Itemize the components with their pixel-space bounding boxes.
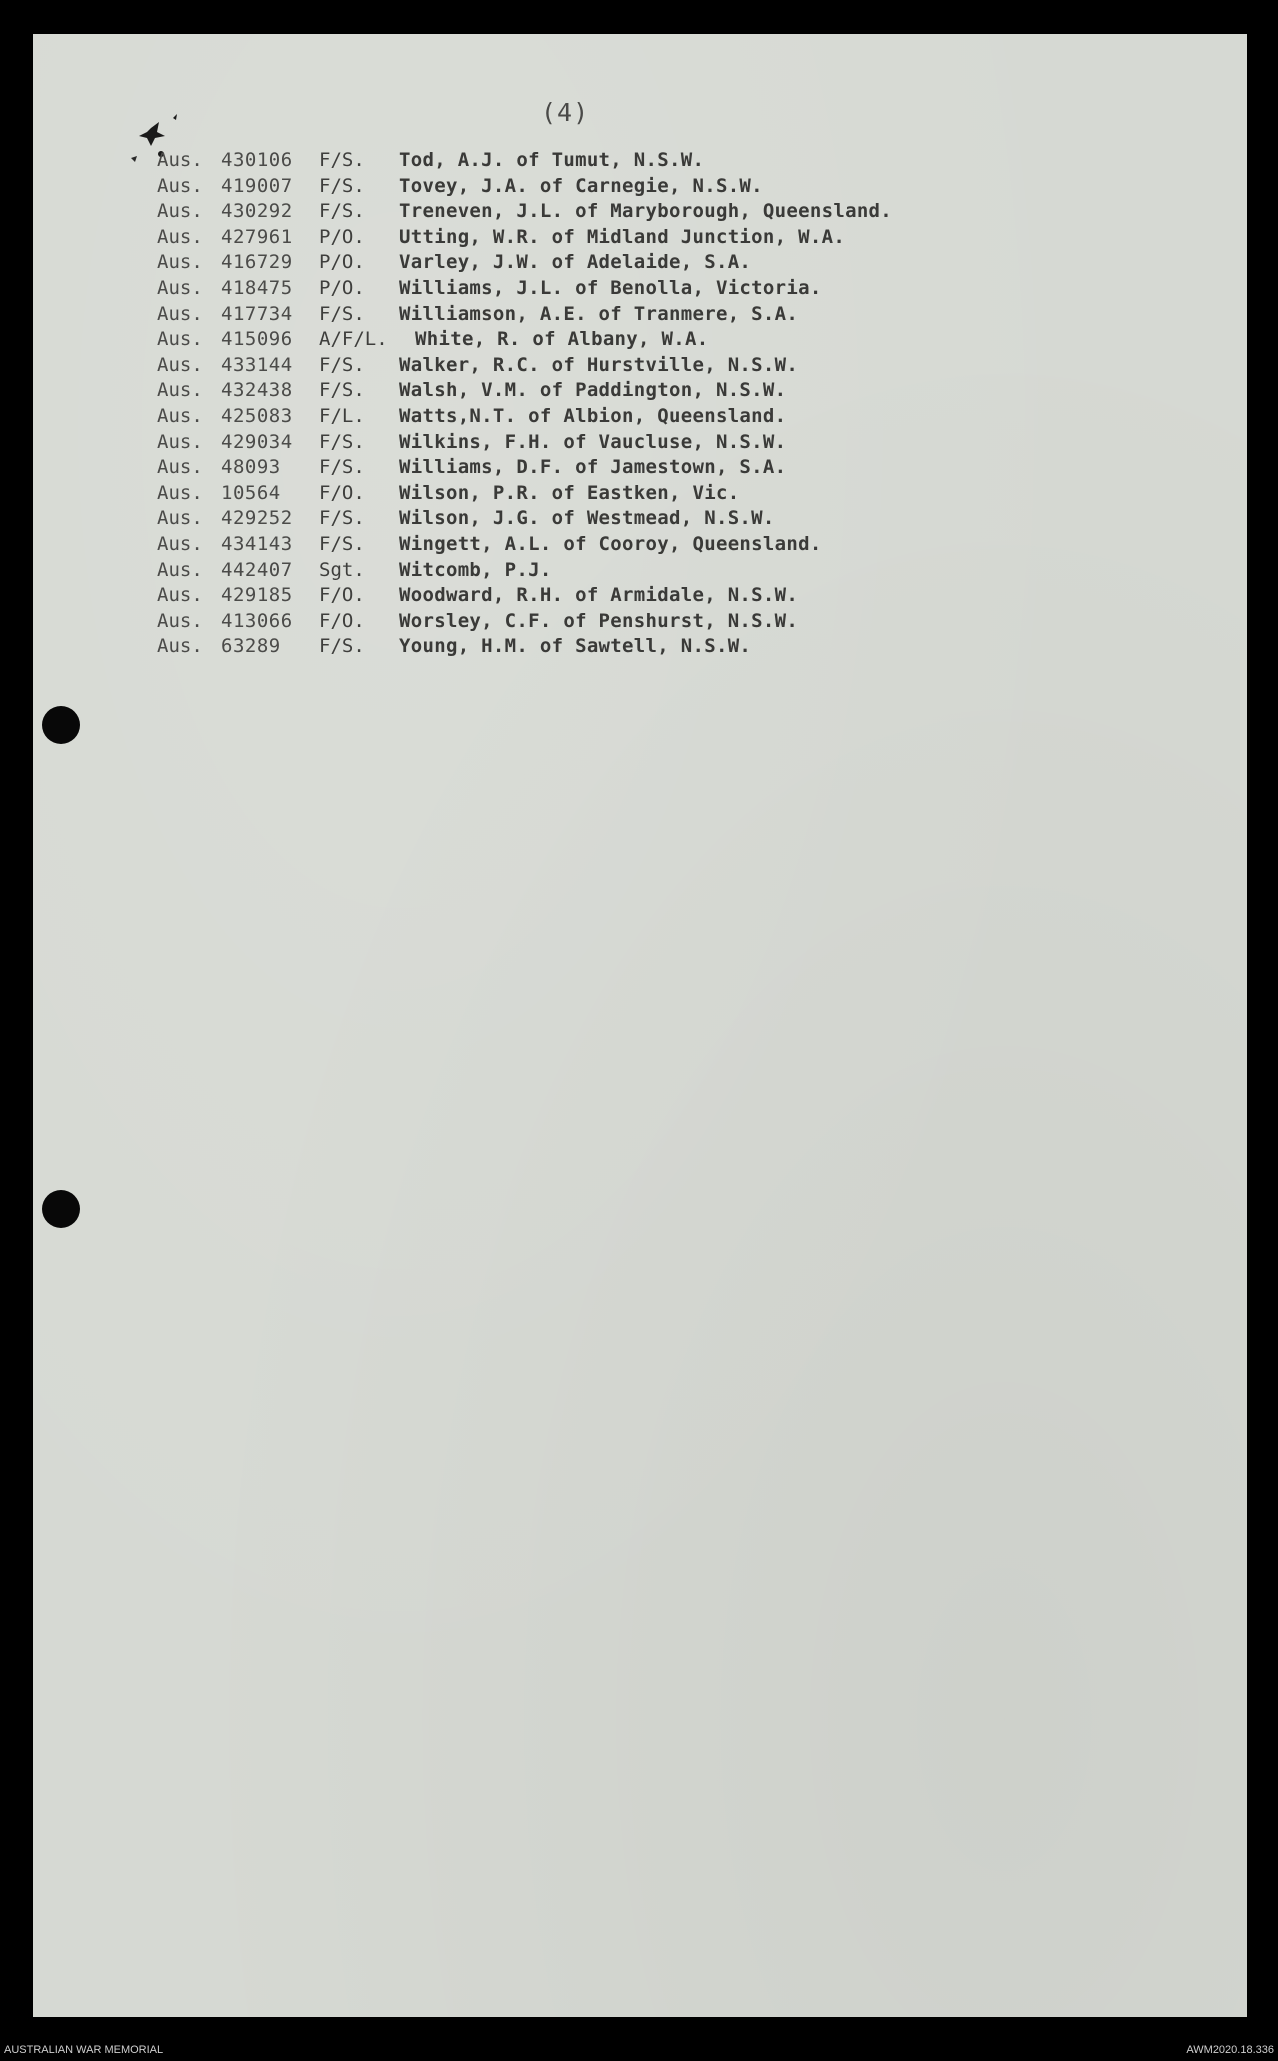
service-number: 63289 [221,635,281,658]
service-prefix: Aus. [157,174,203,197]
rank: F/O. [319,609,365,632]
rank: F/O. [319,584,365,607]
rank: F/S. [319,507,365,530]
service-number: 429034 [221,430,293,453]
service-prefix: Aus. [157,404,203,427]
person-details: Walsh, V.M. of Paddington, N.S.W. [399,379,787,402]
person-details: Wilkins, F.H. of Vaucluse, N.S.W. [399,430,787,453]
service-prefix: Aus. [157,302,203,325]
rank: P/O. [319,225,365,248]
person-details: Williams, D.F. of Jamestown, S.A. [399,456,787,479]
person-details: Woodward, R.H. of Armidale, N.S.W. [399,584,799,607]
person-details: White, R. of Albany, W.A. [415,328,709,351]
person-details: Wingett, A.L. of Cooroy, Queensland. [399,532,822,555]
service-number: 10564 [221,481,281,504]
person-details: Williamson, A.E. of Tranmere, S.A. [399,302,799,325]
service-number: 429185 [221,584,293,607]
archive-reference: AWM2020.18.336 [1186,2044,1274,2056]
service-prefix: Aus. [157,251,203,274]
person-details: Wilson, J.G. of Westmead, N.S.W. [399,507,775,530]
paper-sheet [33,34,1247,2017]
service-number: 416729 [221,251,293,274]
service-prefix: Aus. [157,558,203,581]
person-details: Tovey, J.A. of Carnegie, N.S.W. [399,174,763,197]
person-details: Young, H.M. of Sawtell, N.S.W. [399,635,752,658]
person-details: Tod, A.J. of Tumut, N.S.W. [399,149,705,171]
service-prefix: Aus. [157,225,203,248]
service-prefix: Aus. [157,200,203,223]
service-number: 415096 [221,328,293,351]
rank: F/S. [319,302,365,325]
service-number: 48093 [221,456,281,479]
rank: Sgt. [319,558,365,581]
rank: F/S. [319,635,365,658]
person-details: Walker, R.C. of Hurstville, N.S.W. [399,353,799,376]
service-prefix: Aus. [157,328,203,351]
service-number: 419007 [221,174,293,197]
rank: F/S. [319,379,365,402]
service-number: 418475 [221,276,293,299]
service-prefix: Aus. [157,584,203,607]
service-prefix: Aus. [157,149,203,171]
service-number: 427961 [221,225,293,248]
rank: F/S. [319,430,365,453]
service-prefix: Aus. [157,276,203,299]
service-number: 434143 [221,532,293,555]
service-prefix: Aus. [157,635,203,658]
person-details: Williams, J.L. of Benolla, Victoria. [399,276,822,299]
punch-hole [42,1190,80,1228]
person-details: Wilson, P.R. of Eastken, Vic. [399,481,740,504]
service-prefix: Aus. [157,353,203,376]
service-number: 429252 [221,507,293,530]
rank: F/O. [319,481,365,504]
rank: F/S. [319,200,365,223]
rank: F/S. [319,532,365,555]
service-prefix: Aus. [157,532,203,555]
person-details: Watts,N.T. of Albion, Queensland. [399,404,787,427]
page-number: (4) [541,98,590,127]
service-number: 430106 [221,149,293,171]
service-prefix: Aus. [157,430,203,453]
service-prefix: Aus. [157,507,203,530]
service-prefix: Aus. [157,379,203,402]
rank: P/O. [319,251,365,274]
person-details: Varley, J.W. of Adelaide, S.A. [399,251,752,274]
service-number: 430292 [221,200,293,223]
service-prefix: Aus. [157,609,203,632]
service-number: 413066 [221,609,293,632]
rank: F/L. [319,404,365,427]
rank: F/S. [319,174,365,197]
service-number: 433144 [221,353,293,376]
rank: P/O. [319,276,365,299]
rank: F/S. [319,149,365,171]
person-details: Treneven, J.L. of Maryborough, Queensland. [399,200,893,223]
punch-hole [42,706,80,744]
person-details: Witcomb, P.J. [399,558,552,581]
rank: F/S. [319,353,365,376]
service-prefix: Aus. [157,481,203,504]
rank: F/S. [319,456,365,479]
service-prefix: Aus. [157,456,203,479]
person-details: Worsley, C.F. of Penshurst, N.S.W. [399,609,799,632]
archive-name: AUSTRALIAN WAR MEMORIAL [4,2044,164,2056]
service-number: 432438 [221,379,293,402]
service-number: 442407 [221,558,293,581]
archive-footer [0,2041,1278,2061]
service-number: 425083 [221,404,293,427]
service-number: 417734 [221,302,293,325]
person-details: Utting, W.R. of Midland Junction, W.A. [399,225,846,248]
rank: A/F/L. [319,328,388,351]
